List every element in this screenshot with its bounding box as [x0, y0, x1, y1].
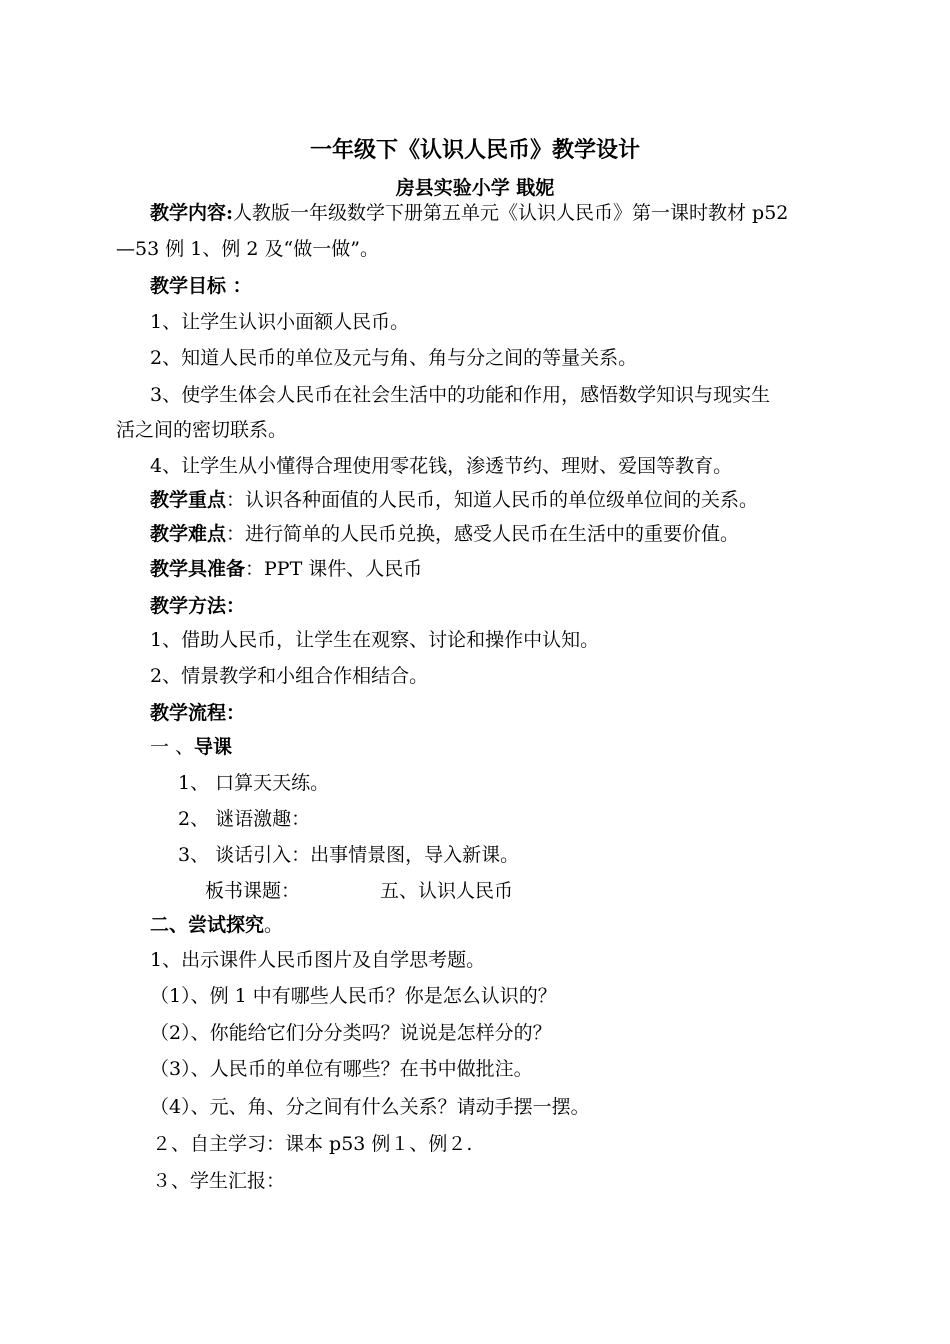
section-1-number: 一 、 — [150, 736, 195, 758]
content-line-2: —53 例 1、例 2 及“做一做”。 — [116, 238, 379, 260]
section-2-heading — [150, 912, 283, 938]
goal-item-1: 1、让学生认识小面额人民币。 — [150, 311, 410, 333]
content-label: 教学内容: — [150, 202, 234, 224]
author-line: 房县实验小学 戢妮 — [395, 177, 555, 199]
question-1: （1）、例 1 中有哪些人民币？你是怎么认识的？ — [150, 985, 557, 1007]
board-label: 板书课题： — [205, 880, 301, 902]
method-label: 教学方法： — [150, 595, 246, 617]
content-text-1: 人教版一年级数学下册第五单元《认识人民币》第一课时教材 p52 — [233, 202, 789, 224]
content-line-1 — [150, 200, 788, 226]
goal-item-3-line-1: 3、使学生体会人民币在社会生活中的功能和作用，感悟数学知识与现实生 — [150, 384, 771, 406]
question-3: （3）、人民币的单位有哪些？在书中做批注。 — [150, 1058, 533, 1080]
method-item-2: 2、情景教学和小组合作相结合。 — [150, 665, 429, 687]
method-item-1: 1、借助人民币，让学生在观察、讨论和操作中认知。 — [150, 629, 600, 651]
difficulty-text: ：进行简单的人民币兑换，感受人民币在生活中的重要价值。 — [226, 523, 740, 545]
section-1-heading — [150, 734, 232, 760]
section-1-item-1: 1、 口算天天练。 — [178, 772, 330, 794]
difficulty-line — [150, 521, 739, 547]
board-title-line — [205, 878, 513, 904]
section-2-title: 二、尝试探究 — [150, 914, 265, 936]
goal-item-4: 4、让学生从小懂得合理使用零花钱，渗透节约、理财、爱国等教育。 — [150, 455, 733, 477]
section-2-tail: 。 — [264, 914, 284, 936]
goal-item-2: 2、知道人民币的单位及元与角、角与分之间的等量关系。 — [150, 347, 638, 369]
key-point-line — [150, 487, 758, 513]
process-label: 教学流程： — [150, 702, 246, 724]
section-2-item-1: 1、出示课件人民币图片及自学思考题。 — [150, 949, 486, 971]
prep-label: 教学具准备 — [150, 558, 246, 580]
board-title: 五、认识人民币 — [380, 880, 514, 902]
question-2: （2）、你能给它们分分类吗？说说是怎样分的？ — [150, 1022, 552, 1044]
key-point-text: ：认识各种面值的人民币，知道人民币的单位级单位间的关系。 — [226, 489, 759, 511]
key-point-label: 教学重点 — [150, 489, 227, 511]
section-1-title: 导课 — [194, 736, 233, 758]
section-2-item-3: ３、学生汇报： — [152, 1170, 286, 1192]
prep-line — [150, 556, 422, 582]
section-1-item-3: 3、 谈话引入：出事情景图，导入新课。 — [178, 844, 520, 866]
goals-label: 教学目标 ： — [150, 275, 252, 297]
question-4: （4）、元、角、分之间有什么关系？请动手摆一摆。 — [150, 1096, 590, 1118]
section-1-item-2: 2、 谜语激趣： — [178, 808, 311, 830]
prep-text: ：PPT 课件、人民币 — [245, 558, 423, 580]
section-2-item-2: ２、自主学习：课本 p53 例１、例２. — [152, 1133, 473, 1155]
difficulty-label: 教学难点 — [150, 523, 227, 545]
goal-item-3-line-2: 活之间的密切联系。 — [116, 419, 288, 441]
document-title: 一年级下《认识人民币》教学设计 — [309, 137, 640, 163]
